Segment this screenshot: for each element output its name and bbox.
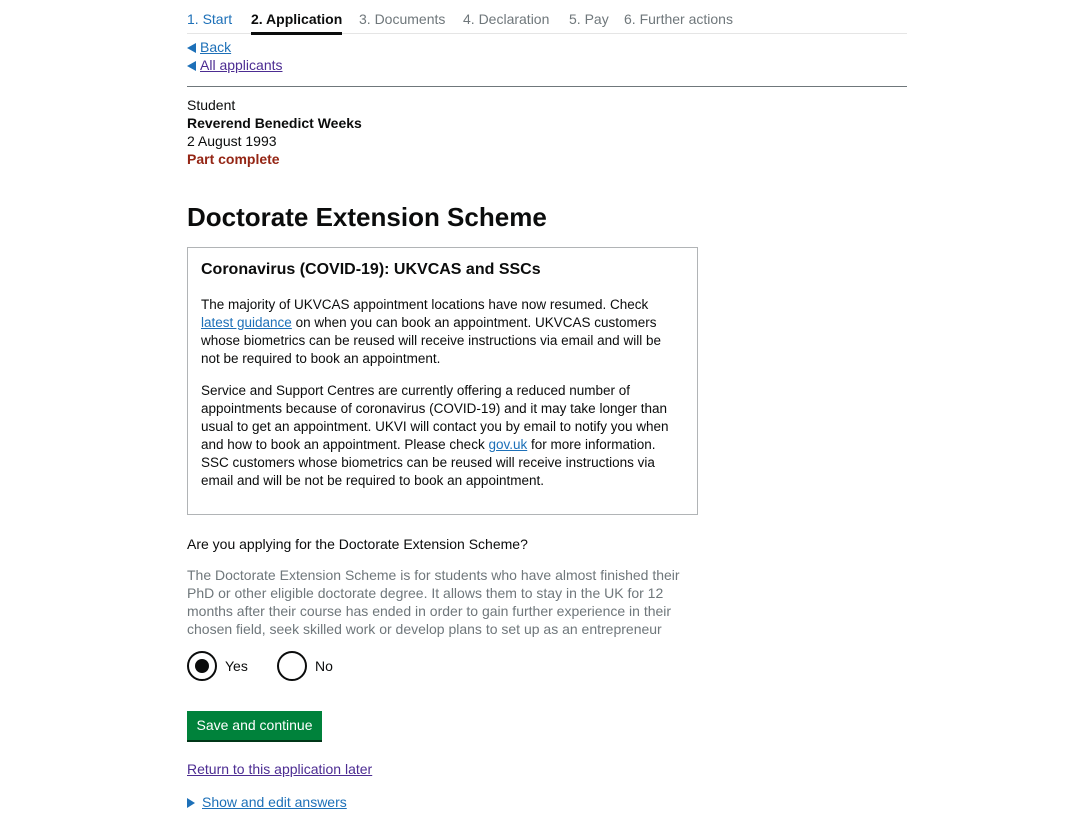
notice-p2-text-end: for more information. SSC customers whose biometrics can be reused will receive instructions via email and will be not be required to book an appointment. (201, 437, 656, 488)
gov-uk-link[interactable]: gov.uk (488, 437, 528, 452)
radio-selected-dot (195, 659, 209, 673)
step-further-actions: 6. Further actions (624, 11, 733, 27)
return-later-link[interactable]: Return to this application later (187, 761, 373, 777)
radio-no-label[interactable]: No (315, 658, 333, 674)
radio-yes-label[interactable]: Yes (225, 658, 248, 674)
applicant-dob: 2 August 1993 (187, 133, 277, 149)
back-link[interactable] (187, 38, 231, 56)
covid-notice (187, 247, 698, 515)
show-edit-answers-toggle[interactable] (187, 793, 347, 811)
save-and-continue-button[interactable]: Save and continue (187, 711, 322, 740)
radio-yes-circle[interactable] (187, 651, 217, 681)
triangle-left-icon (187, 61, 196, 71)
application-status: Part complete (187, 151, 280, 167)
step-application: 2. Application (251, 10, 342, 35)
notice-p2-text-start: Service and Support Centres are currently offering a reduced number of appointments because of coronavirus (COVID-19) and it may take longer than usual to get an appointment. UKVI will contact you by email to notify you when and how to book an appointment. Please check (201, 383, 669, 452)
divider (187, 86, 907, 87)
step-documents: 3. Documents (359, 11, 446, 27)
notice-p1-text-end: on when you can book an appointment. UKVCAS customers whose biometrics can be reused will receive instructions via email and will be not be required to book an appointment. (201, 315, 661, 366)
notice-title: Coronavirus (COVID-19): UKVCAS and SSCs (201, 261, 541, 278)
step-start[interactable]: 1. Start (187, 11, 233, 27)
show-edit-answers-label[interactable]: Show and edit answers (202, 794, 347, 810)
triangle-left-icon (187, 43, 196, 53)
question-label: Are you applying for the Doctorate Extension Scheme? (187, 536, 528, 552)
notice-paragraph-1 (201, 296, 681, 368)
radio-no[interactable] (277, 651, 333, 681)
step-pay: 5. Pay (569, 11, 609, 27)
page-title: Doctorate Extension Scheme (187, 202, 547, 232)
notice-paragraph-2 (201, 382, 681, 490)
back-link-label: Back (200, 39, 232, 55)
notice-p1-text-start: The majority of UKVCAS appointment locations have now resumed. Check (201, 297, 649, 312)
latest-guidance-link[interactable]: latest guidance (201, 315, 292, 330)
applicant-name: Reverend Benedict Weeks (187, 115, 362, 131)
question-hint: The Doctorate Extension Scheme is for students who have almost finished their PhD or other eligible doctorate degree. It allows them to stay in the UK for 12 months after their course has ended in order to gain further experience in their chosen field, seek skilled work or develop plans to set up as an entrepreneur (187, 567, 680, 637)
radio-no-circle[interactable] (277, 651, 307, 681)
step-navigation (187, 0, 907, 34)
applicant-type: Student (187, 97, 236, 113)
radio-yes[interactable] (187, 651, 248, 681)
step-declaration: 4. Declaration (463, 11, 550, 27)
all-applicants-label: All applicants (200, 57, 283, 73)
triangle-right-icon (187, 798, 195, 808)
all-applicants-link[interactable] (187, 56, 283, 74)
